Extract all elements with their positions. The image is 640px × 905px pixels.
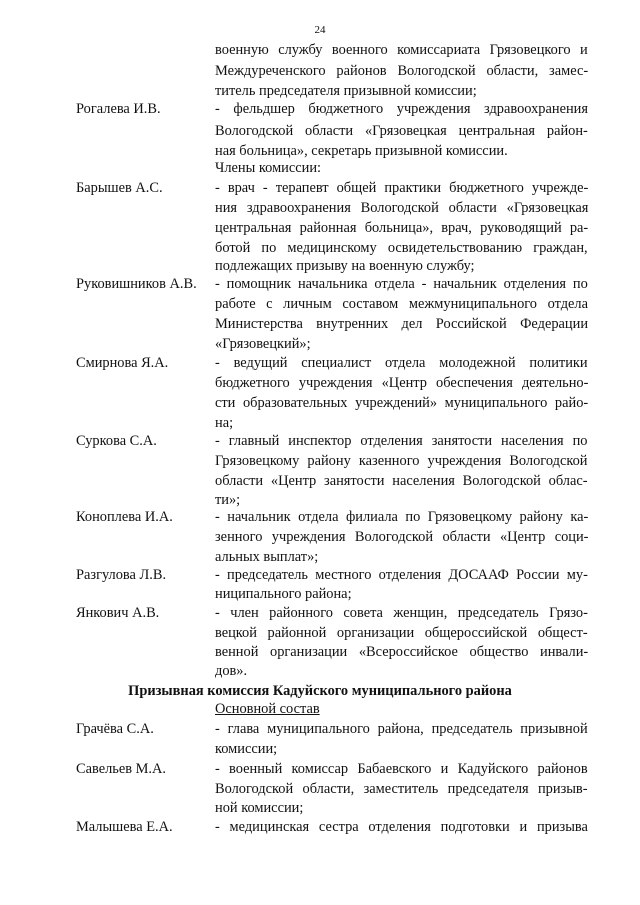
person-role-line: на; bbox=[215, 415, 234, 431]
person-role-line: - военный комиссар Бабаевского и Кадуйского районов bbox=[215, 761, 588, 777]
person-role-line: - главный инспектор отделения занятости населения по bbox=[215, 433, 588, 449]
person-role-line: - член районного совета женщин, председатель Грязо- bbox=[215, 605, 588, 621]
person-name: Грачёва С.А. bbox=[76, 721, 154, 737]
person-name: Разгулова Л.В. bbox=[76, 567, 167, 583]
person-role-line: ной комиссии; bbox=[215, 800, 304, 816]
section-title: Призывная комиссия Кадуйского муниципального района bbox=[128, 683, 512, 699]
person-role-line: Министерства внутренних дел Российской Федерации bbox=[215, 316, 589, 332]
person-role-line: альных выплат»; bbox=[215, 549, 319, 565]
members-heading: Члены комиссии: bbox=[215, 160, 322, 176]
person-role-line: работе с личным составом межмуниципального отдела bbox=[215, 296, 588, 312]
person-name: Смирнова Я.А. bbox=[76, 355, 169, 371]
intro-line: Междуреченского районов Вологодской области, замес- bbox=[215, 63, 589, 79]
person-role-line: Грязовецкому району казенного учреждения Вологодской bbox=[215, 453, 588, 469]
person-name: Савельев М.А. bbox=[76, 761, 166, 777]
person-name: Малышева Е.А. bbox=[76, 819, 173, 835]
person-name: Барышев А.С. bbox=[76, 180, 163, 196]
person-role-line: - врач - терапевт общей практики бюджетного учрежде- bbox=[215, 180, 589, 196]
person-name: Суркова С.А. bbox=[76, 433, 157, 449]
person-role-line: ботой по медицинскому освидетельствованию граждан, bbox=[215, 240, 588, 256]
person-role-line: Вологодской области «Грязовецкая центральная район- bbox=[215, 123, 588, 139]
person-role-line: ниципального района; bbox=[215, 586, 352, 602]
person-role-line: бюджетного учреждения «Центр обеспечения деятельно- bbox=[215, 375, 589, 391]
person-role-line: - председатель местного отделения ДОСААФ России му- bbox=[215, 567, 588, 583]
person-role-line: вецкой районной организации общероссийской общест- bbox=[215, 625, 588, 641]
intro-line: военную службу военного комиссариата Грязовецкого и bbox=[215, 42, 588, 58]
person-role-line: Вологодской области, заместитель председателя призыв- bbox=[215, 781, 588, 797]
person-role-line: сти образовательных учреждений» муниципального райо- bbox=[215, 395, 589, 411]
person-role-line: «Грязовецкий»; bbox=[215, 336, 311, 352]
person-name: Рогалева И.В. bbox=[76, 101, 161, 117]
person-role-line: центральная районная больница», врач, руководящий ра- bbox=[215, 220, 589, 236]
page-number: 24 bbox=[314, 24, 326, 36]
person-role-line: зенного учреждения Вологодской области «Центр соци- bbox=[215, 529, 589, 545]
person-role-line: подлежащих призыву на военную службу; bbox=[215, 258, 475, 274]
person-role-line: венной организации «Всероссийское общество инвали- bbox=[215, 644, 589, 660]
person-role-line: - начальник отдела филиала по Грязовецкому району ка- bbox=[215, 509, 589, 525]
person-role-line: - помощник начальника отдела - начальник отделения по bbox=[215, 276, 588, 292]
person-role-line: - глава муниципального района, председатель призывной bbox=[215, 721, 588, 737]
person-role-line: комиссии; bbox=[215, 741, 278, 757]
person-name: Коноплева И.А. bbox=[76, 509, 173, 525]
person-role-line: ная больница», секретарь призывной комиссии. bbox=[215, 143, 508, 159]
section-subtitle: Основной состав bbox=[215, 701, 320, 717]
person-role-line: - медицинская сестра отделения подготовки и призыва bbox=[215, 819, 588, 835]
person-role-line: - ведущий специалист отдела молодежной политики bbox=[215, 355, 588, 371]
person-role-line: ти»; bbox=[215, 492, 241, 508]
person-role-line: ния здравоохранения Вологодской области «Грязовецкая bbox=[215, 200, 589, 216]
person-name: Янкович А.В. bbox=[76, 605, 160, 621]
person-role-line: области «Центр занятости населения Вологодской облас- bbox=[215, 473, 588, 489]
intro-line: титель председателя призывной комиссии; bbox=[215, 83, 477, 99]
person-name: Руковишников А.В. bbox=[76, 276, 197, 292]
person-role-line: дов». bbox=[215, 663, 248, 679]
person-role-line: - фельдшер бюджетного учреждения здравоохранения bbox=[215, 101, 588, 117]
